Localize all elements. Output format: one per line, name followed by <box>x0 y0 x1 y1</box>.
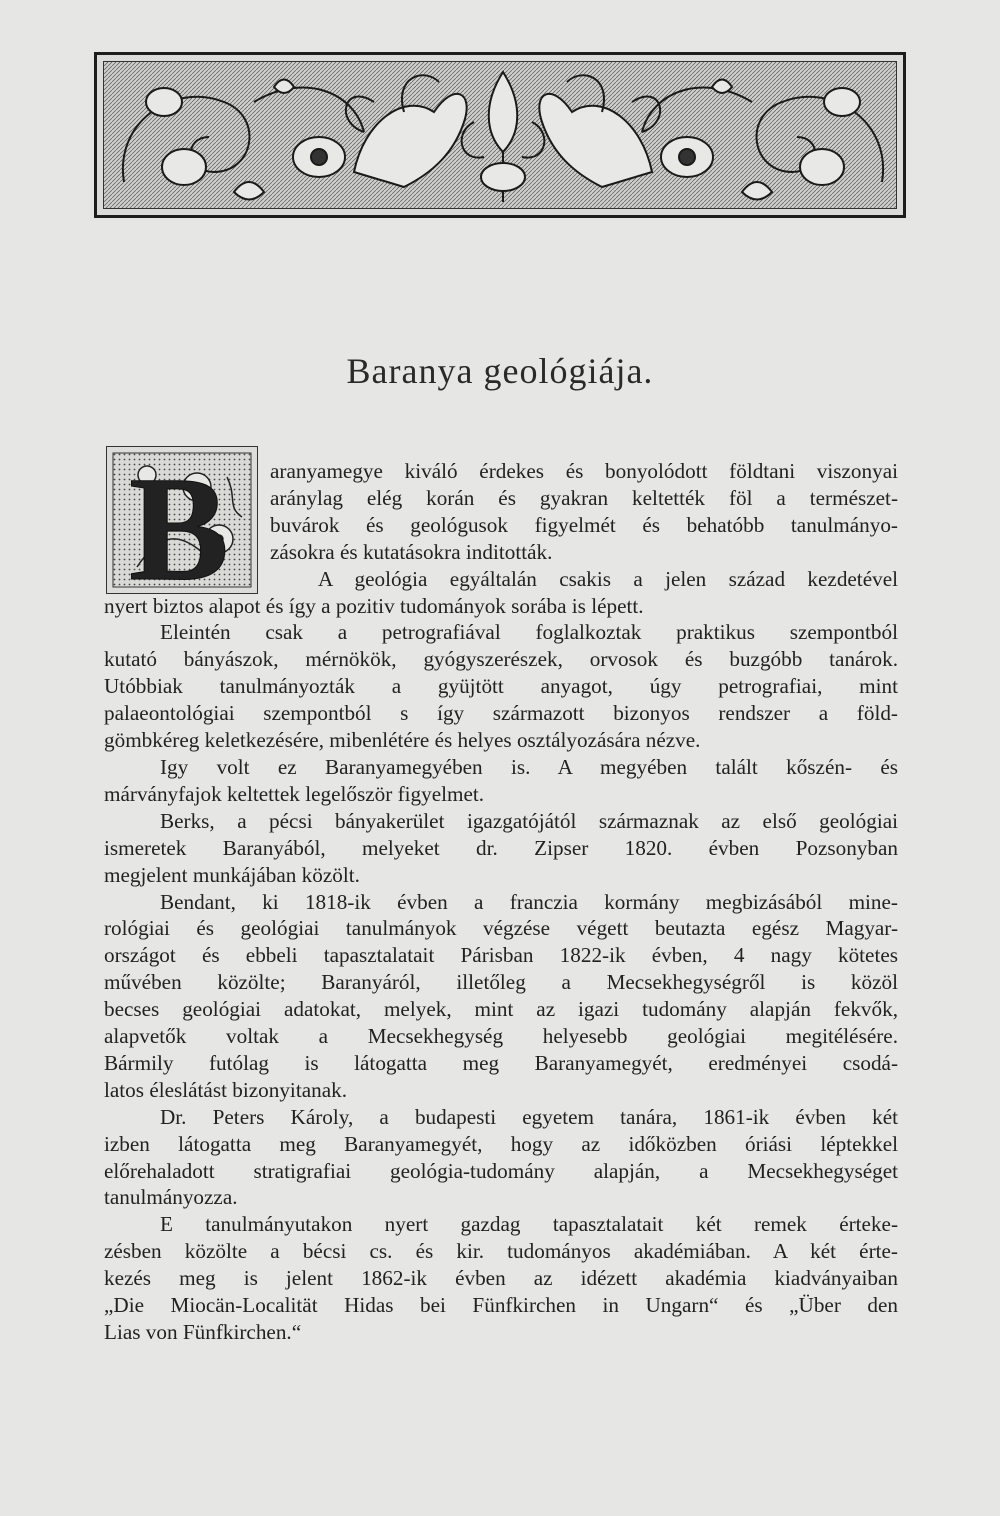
text-line: „Die Miocän-Localität Hidas bei Fünfkirchen in Ungarn“ és „Über den <box>104 1293 898 1318</box>
text-line: művében közölte; Baranyáról, illetőleg a Mecsekhegységről is közöl <box>104 970 898 995</box>
text-line: rológiai és geológiai tanulmányok végzése végett beutazta egész Magyar- <box>104 916 898 941</box>
text-line: alapvetők voltak a Mecsekhegység helyesebb geológiai megitélésére. <box>104 1024 898 1049</box>
text-line: Berks, a pécsi bányakerület igazgatójától származnak az első geológiai <box>160 808 898 833</box>
text-line: zésben közölte a bécsi cs. és kir. tudományos akadémiában. A két érte- <box>104 1239 898 1264</box>
text-line: ismeretek Baranyából, melyeket dr. Zipser 1820. évben Pozsonyban <box>104 835 898 860</box>
paragraph-2 <box>104 566 898 620</box>
text-line: márványfajok keltettek legelőször figyelmet. <box>104 781 485 806</box>
text-line: kezés meg is jelent 1862-ik évben az idézett akadémia kiadványaiban <box>104 1266 898 1291</box>
ornamental-header-banner <box>94 52 906 218</box>
text-line: Dr. Peters Károly, a budapesti egyetem tanára, 1861-ik évben két <box>160 1104 898 1129</box>
text-line: tanulmányozza. <box>104 1185 238 1210</box>
text-line: országot és ebbeli tapasztalatait Párisban 1822-ik évben, 4 nagy kötetes <box>104 943 898 968</box>
text-line: Lias von Fünfkirchen.“ <box>104 1320 302 1344</box>
text-line: Utóbbiak tanulmányozták a gyüjtött anyagot, úgy petrografiai, mint <box>104 674 898 699</box>
text-line: kutató bányászok, mérnökök, gyógyszerészek, orvosok és buzgóbb tanárok. <box>104 647 898 672</box>
paragraph-8 <box>104 1211 898 1346</box>
paragraph-1 <box>104 458 898 566</box>
paragraph-3 <box>104 619 898 754</box>
paragraph-6 <box>104 889 898 1104</box>
svg-text:B: B <box>128 447 230 593</box>
text-line: előrehaladott stratigrafiai geológia-tudomány alapján, a Mecsekhegységet <box>104 1158 898 1183</box>
text-line: E tanulmányutakon nyert gazdag tapasztalatait két remek érteke- <box>160 1212 898 1237</box>
text-line: A geológia egyáltalán csakis a jelen század kezdetével <box>318 566 898 591</box>
text-line: aránylag elég korán és gyakran keltették föl a természet- <box>270 485 898 510</box>
text-line: aranyamegye kiváló érdekes és bonyolódott földtani viszonyai <box>270 459 898 483</box>
ornament-frame <box>103 61 897 209</box>
text-line: gömbkéreg keletkezésére, mibenlétére és helyes osztályozására nézve. <box>104 728 701 753</box>
text-line: Eleintén csak a petrografiával foglalkoztak praktikus szempontból <box>160 620 898 645</box>
ornament-dragons-scrollwork-icon <box>104 62 897 209</box>
text-line: izben látogatta meg Baranyamegyét, hogy az időközben óriási léptekkel <box>104 1131 898 1156</box>
text-line: latos éleslátást bizonyitanak. <box>104 1077 347 1102</box>
text-line: palaeontológiai szempontból s így származott bizonyos rendszer a föld- <box>104 701 898 726</box>
text-line: buvárok és geológusok figyelmét és behatóbb tanulmányo- <box>270 512 898 537</box>
text-line: megjelent munkájában közölt. <box>104 862 360 887</box>
text-line: nyert biztos alapot és így a pozitiv tudományok sorába is lépett. <box>104 593 644 618</box>
paragraph-4 <box>104 754 898 808</box>
text-line: Igy volt ez Baranyamegyében is. A megyében talált kőszén- és <box>160 754 898 779</box>
paragraph-5 <box>104 808 898 889</box>
text-line: becses geológiai adatokat, melyek, mint az igazi tudomány alapján fekvők, <box>104 997 898 1022</box>
text-line: Bendant, ki 1818-ik évben a franczia kormány megbizásából mine- <box>160 889 898 914</box>
text-line: Bármily futólag is látogatta meg Baranyamegyét, eredményei csodá- <box>104 1050 898 1075</box>
page-title: Baranya geológiája. <box>346 351 654 391</box>
article-body <box>104 458 898 1346</box>
text-line: zásokra és kutatásokra inditották. <box>270 539 553 564</box>
paragraph-7 <box>104 1104 898 1212</box>
